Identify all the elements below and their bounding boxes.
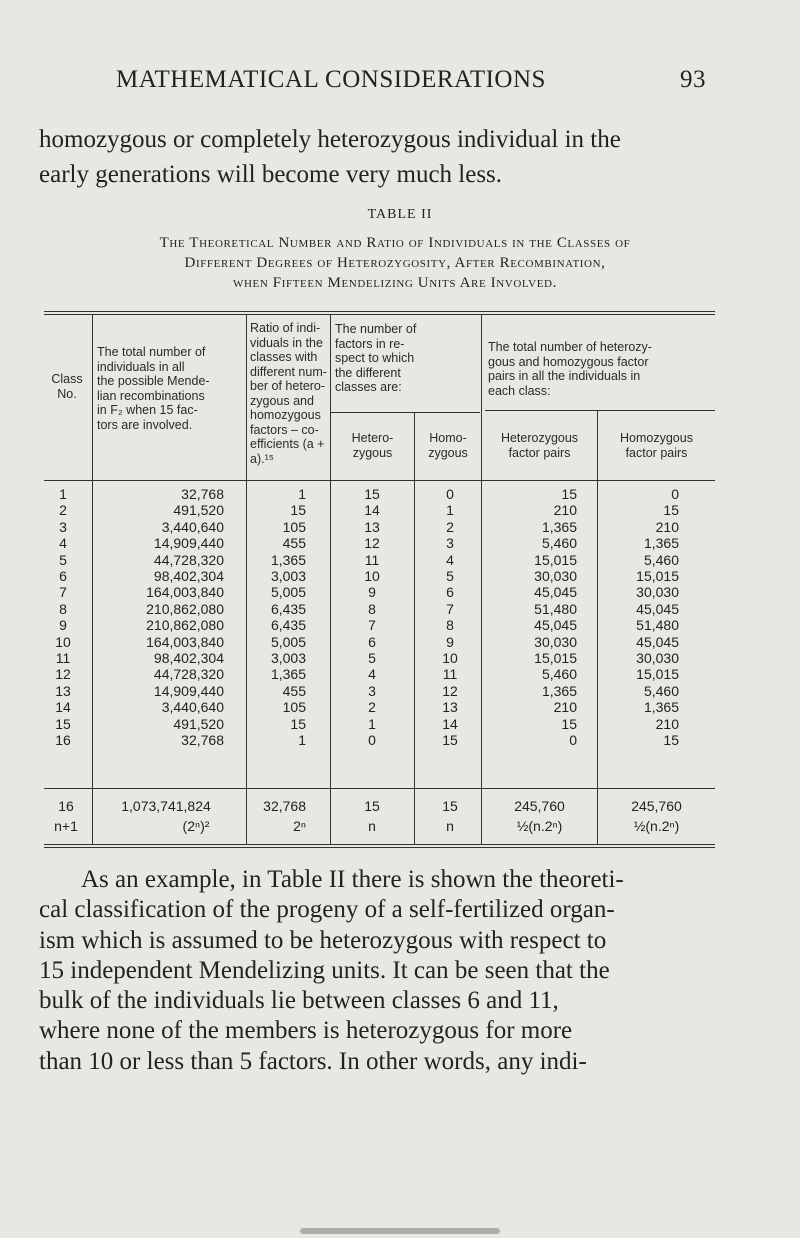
column-total bbox=[96, 486, 224, 749]
cell: 12 bbox=[364, 535, 380, 552]
cell: 1 bbox=[446, 502, 454, 519]
chapter-title: MATHEMATICAL CONSIDERATIONS bbox=[116, 66, 546, 93]
text-line: where none of the members is heterozygous for more bbox=[39, 1017, 573, 1045]
cell: 1 bbox=[298, 486, 306, 502]
cell: 7 bbox=[446, 600, 454, 617]
cell: 32,768 bbox=[181, 732, 224, 749]
cell: 45,045 bbox=[636, 633, 679, 650]
scan-artifact bbox=[300, 1228, 500, 1234]
cell: 7 bbox=[368, 617, 376, 634]
cell: 5,460 bbox=[643, 682, 679, 699]
totals-hom-pairs: 245,760 ½(n.2ⁿ) bbox=[631, 798, 682, 834]
totals-homo: 15 n bbox=[442, 798, 458, 834]
cell: 1,365 bbox=[270, 666, 306, 683]
header-factors: The number of factors in re- spect to which the different classes are: bbox=[335, 322, 417, 394]
header-pairs: The total number of heterozy- gous and homozygous factor pairs in all the individuals in each class: bbox=[488, 340, 652, 398]
text-line: ism which is assumed to be heterozygous with respect to bbox=[39, 926, 607, 954]
cell: 164,003,840 bbox=[146, 584, 224, 601]
cell: 14 bbox=[55, 699, 71, 716]
cell: 1 bbox=[59, 486, 67, 502]
cell: 5,460 bbox=[643, 551, 679, 568]
cell: 15 bbox=[561, 715, 577, 732]
cell: 5 bbox=[59, 551, 67, 568]
cell: 210,862,080 bbox=[146, 600, 224, 617]
cell: 1,365 bbox=[541, 682, 577, 699]
cell: 105 bbox=[282, 518, 306, 535]
cell: 3,003 bbox=[270, 650, 306, 667]
totals-top-rule bbox=[44, 788, 715, 789]
cell: 5,005 bbox=[270, 633, 306, 650]
cell: 13 bbox=[55, 682, 71, 699]
cell: 11 bbox=[442, 666, 458, 683]
cell: 32,768 bbox=[181, 486, 224, 502]
caption-line: when Fifteen Mendelizing Units Are Involved. bbox=[233, 275, 557, 291]
cell: 15 bbox=[663, 732, 679, 749]
cell: 11 bbox=[364, 551, 380, 568]
cell: 105 bbox=[282, 699, 306, 716]
column-homo bbox=[430, 486, 470, 749]
totals-class: 16 n+1 bbox=[54, 798, 78, 834]
cell: 8 bbox=[59, 600, 67, 617]
cell: 30,030 bbox=[636, 584, 679, 601]
table-top-rule bbox=[44, 311, 715, 312]
cell: 15 bbox=[663, 502, 679, 519]
col-divider bbox=[597, 410, 598, 844]
cell: 210 bbox=[655, 518, 679, 535]
text-line: bulk of the individuals lie between classes 6 and 11, bbox=[39, 987, 559, 1015]
cell: 1 bbox=[368, 715, 376, 732]
header-total: The total number of individuals in all the possible Mende- lian recombinations in F₂ when 15 fac- tors are involved. bbox=[97, 345, 210, 432]
cell: 98,402,304 bbox=[153, 568, 224, 585]
cell: 210 bbox=[553, 502, 577, 519]
cell: 210 bbox=[553, 699, 577, 716]
header-bottom-rule bbox=[44, 480, 715, 481]
pairs-subheader-rule bbox=[485, 410, 715, 411]
cell: 15 bbox=[442, 732, 458, 749]
cell: 491,520 bbox=[173, 715, 224, 732]
cell: 0 bbox=[671, 486, 679, 502]
cell: 4 bbox=[446, 551, 454, 568]
column-hom-pairs bbox=[610, 486, 679, 749]
cell: 45,045 bbox=[534, 584, 577, 601]
column-ratio bbox=[250, 486, 306, 749]
table-bottom-rule bbox=[44, 844, 715, 845]
cell: 15,015 bbox=[534, 551, 577, 568]
cell: 30,030 bbox=[636, 650, 679, 667]
cell: 3 bbox=[446, 535, 454, 552]
text-line: homozygous or completely heterozygous individual in the bbox=[39, 126, 621, 153]
cell: 8 bbox=[368, 600, 376, 617]
cell: 16 bbox=[55, 732, 71, 749]
totals-ratio: 32,768 2ⁿ bbox=[263, 798, 306, 834]
totals-het-pairs: 245,760 ½(n.2ⁿ) bbox=[514, 798, 565, 834]
cell: 3 bbox=[368, 682, 376, 699]
intro-paragraph bbox=[39, 122, 739, 192]
cell: 1,365 bbox=[643, 535, 679, 552]
caption-line: The Theoretical Number and Ratio of Individuals in the Classes of bbox=[159, 235, 631, 251]
cell: 5 bbox=[368, 650, 376, 667]
cell: 2 bbox=[368, 699, 376, 716]
header-het-pairs: Heterozygous factor pairs bbox=[500, 431, 579, 460]
cell: 4 bbox=[59, 535, 67, 552]
header-class-no: Class No. bbox=[51, 372, 83, 401]
cell: 98,402,304 bbox=[153, 650, 224, 667]
cell: 5,005 bbox=[270, 584, 306, 601]
cell: 5,460 bbox=[541, 535, 577, 552]
cell: 3,003 bbox=[270, 568, 306, 585]
table-label: TABLE II bbox=[367, 207, 433, 222]
cell: 11 bbox=[55, 650, 71, 667]
cell: 14,909,440 bbox=[153, 535, 224, 552]
cell: 15,015 bbox=[636, 568, 679, 585]
cell: 44,728,320 bbox=[153, 551, 224, 568]
cell: 15,015 bbox=[534, 650, 577, 667]
cell: 30,030 bbox=[534, 633, 577, 650]
cell: 455 bbox=[282, 535, 306, 552]
header-ratio: Ratio of indi- viduals in the classes with different num- ber of hetero- zygous and homozygous factors – co- efficients (a + a).¹⁵ bbox=[250, 321, 327, 466]
cell: 491,520 bbox=[173, 502, 224, 519]
text-line: early generations will become very much less. bbox=[39, 161, 503, 188]
cell: 51,480 bbox=[534, 600, 577, 617]
cell: 210 bbox=[655, 715, 679, 732]
cell: 15 bbox=[364, 486, 380, 502]
cell: 6 bbox=[368, 633, 376, 650]
cell: 45,045 bbox=[534, 617, 577, 634]
cell: 164,003,840 bbox=[146, 633, 224, 650]
cell: 14,909,440 bbox=[153, 682, 224, 699]
cell: 9 bbox=[446, 633, 454, 650]
cell: 15 bbox=[561, 486, 577, 502]
totals-total: 1,073,741,824 (2ⁿ)² bbox=[121, 798, 211, 834]
cell: 3,440,640 bbox=[161, 699, 224, 716]
cell: 12 bbox=[442, 682, 458, 699]
cell: 12 bbox=[55, 666, 71, 683]
table-top-rule-2 bbox=[44, 314, 715, 315]
col-divider bbox=[246, 314, 247, 844]
column-hetero bbox=[352, 486, 392, 749]
cell: 15,015 bbox=[636, 666, 679, 683]
caption-line: Different Degrees of Heterozygosity, After Recombination, bbox=[184, 255, 606, 271]
cell: 44,728,320 bbox=[153, 666, 224, 683]
cell: 14 bbox=[364, 502, 380, 519]
cell: 2 bbox=[59, 502, 67, 519]
text-line: than 10 or less than 5 factors. In other words, any indi- bbox=[39, 1047, 587, 1075]
page-number: 93 bbox=[680, 66, 706, 93]
totals-hetero: 15 n bbox=[364, 798, 380, 834]
cell: 13 bbox=[364, 518, 380, 535]
header-homo: Homo- zygous bbox=[428, 431, 468, 460]
cell: 30,030 bbox=[534, 568, 577, 585]
cell: 3 bbox=[59, 518, 67, 535]
cell: 15 bbox=[290, 502, 306, 519]
cell: 1,365 bbox=[541, 518, 577, 535]
cell: 6 bbox=[446, 584, 454, 601]
cell: 0 bbox=[569, 732, 577, 749]
cell: 6,435 bbox=[270, 617, 306, 634]
cell: 6,435 bbox=[270, 600, 306, 617]
cell: 10 bbox=[442, 650, 458, 667]
column-het-pairs bbox=[500, 486, 577, 749]
cell: 9 bbox=[368, 584, 376, 601]
cell: 2 bbox=[446, 518, 454, 535]
header-hetero: Hetero- zygous bbox=[351, 431, 394, 460]
cell: 1 bbox=[298, 732, 306, 749]
body-paragraph bbox=[39, 865, 759, 1077]
cell: 10 bbox=[364, 568, 380, 585]
col-divider bbox=[330, 314, 331, 844]
cell: 15 bbox=[55, 715, 71, 732]
cell: 14 bbox=[442, 715, 458, 732]
cell: 51,480 bbox=[636, 617, 679, 634]
column-class bbox=[44, 486, 82, 749]
col-divider bbox=[414, 412, 415, 844]
cell: 1,365 bbox=[643, 699, 679, 716]
cell: 7 bbox=[59, 584, 67, 601]
text-line: 15 independent Mendelizing units. It can be seen that the bbox=[39, 956, 610, 984]
cell: 3,440,640 bbox=[161, 518, 224, 535]
table-caption bbox=[30, 233, 760, 293]
text-line: cal classification of the progeny of a self-fertilized organ- bbox=[39, 896, 615, 924]
cell: 455 bbox=[282, 682, 306, 699]
cell: 210,862,080 bbox=[146, 617, 224, 634]
table-bottom-rule-2 bbox=[44, 847, 715, 848]
cell: 1,365 bbox=[270, 551, 306, 568]
cell: 5 bbox=[446, 568, 454, 585]
cell: 5,460 bbox=[541, 666, 577, 683]
cell: 10 bbox=[55, 633, 71, 650]
cell: 45,045 bbox=[636, 600, 679, 617]
cell: 8 bbox=[446, 617, 454, 634]
cell: 0 bbox=[446, 486, 454, 502]
col-divider bbox=[92, 314, 93, 844]
cell: 4 bbox=[368, 666, 376, 683]
text-line: As an example, in Table II there is shown the theoreti- bbox=[81, 866, 624, 893]
header-hom-pairs: Homozygous factor pairs bbox=[620, 431, 693, 460]
col-divider bbox=[481, 314, 482, 844]
cell: 6 bbox=[59, 568, 67, 585]
cell: 9 bbox=[59, 617, 67, 634]
cell: 15 bbox=[290, 715, 306, 732]
cell: 13 bbox=[442, 699, 458, 716]
cell: 0 bbox=[368, 732, 376, 749]
factors-subheader-rule bbox=[331, 412, 480, 413]
